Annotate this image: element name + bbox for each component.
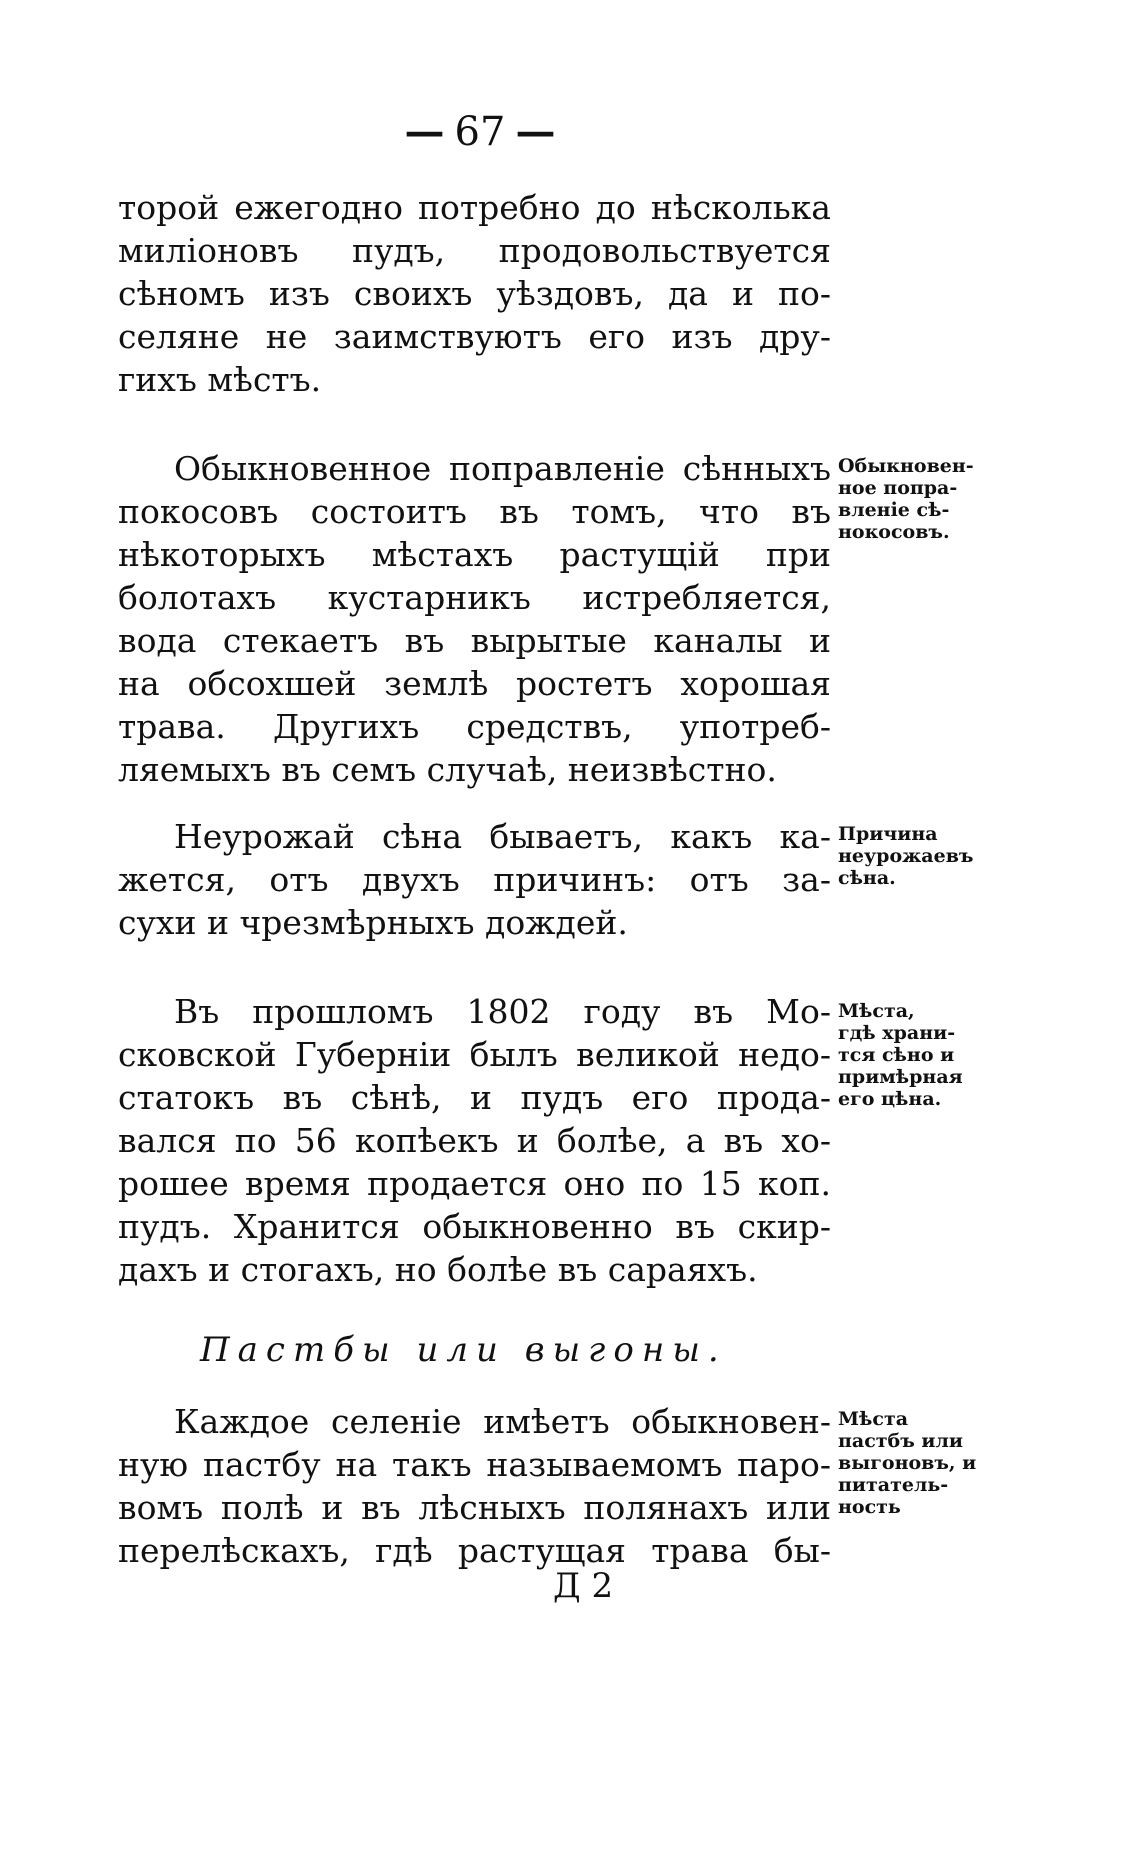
- margin-note-4: [838, 1408, 1003, 1518]
- paragraph-line: трава. Другихъ средствъ, употреб-: [118, 707, 831, 746]
- paragraph-line: Каждое селеніе имѣетъ обыкновен-: [174, 1402, 831, 1441]
- margin-note-line: Мѣста,: [838, 1000, 915, 1022]
- margin-note-line: ное попра-: [838, 477, 958, 499]
- header-dash-left: —: [404, 108, 445, 155]
- margin-note-line: тся сѣно и: [838, 1044, 955, 1066]
- paragraph-line: миліоновъ пудъ, продовольствуется: [118, 231, 831, 270]
- margin-note-1: [838, 455, 1003, 543]
- paragraph-2: [118, 447, 831, 791]
- margin-note-line: его цѣна.: [838, 1088, 942, 1110]
- paragraph-1: [118, 186, 831, 401]
- margin-note-line: сѣна.: [838, 867, 896, 889]
- margin-note-line: Мѣста: [838, 1408, 909, 1430]
- header-dash-right: —: [515, 108, 556, 155]
- paragraph-line: рошее время продается оно по 15 коп.: [118, 1164, 831, 1203]
- paragraph-line: гихъ мѣстъ.: [118, 360, 322, 399]
- margin-note-line: неурожаевъ: [838, 845, 974, 867]
- page-header: [360, 108, 600, 155]
- paragraph-line: сѣномъ изъ своихъ уѣздовъ, да и по-: [118, 274, 831, 313]
- paragraph-line: нѣкоторыхъ мѣстахъ растущій при: [118, 535, 831, 574]
- paragraph-line: покосовъ состоитъ въ томъ, что въ: [118, 492, 831, 531]
- margin-note-line: Причина: [838, 823, 938, 845]
- paragraph-line: торой ежегодно потребно до нѣсколька: [118, 188, 831, 227]
- margin-note-line: примѣрная: [838, 1066, 963, 1088]
- paragraph-line: болотахъ кустарникъ истребляется,: [118, 578, 831, 617]
- paragraph-line: дахъ и стогахъ, но болѣе въ сараяхъ.: [118, 1250, 758, 1289]
- margin-note-2: [838, 823, 1003, 889]
- margin-note-line: гдѣ храни-: [838, 1022, 956, 1044]
- page-number: 67: [454, 108, 506, 155]
- paragraph-line: вался по 56 копѣекъ и болѣе, а въ хо-: [118, 1121, 831, 1160]
- paragraph-line: статокъ въ сѣнѣ, и пудъ его прода-: [118, 1078, 831, 1117]
- margin-note-line: питатель-: [838, 1474, 949, 1496]
- section-heading: Пастбы или выгоны.: [200, 1330, 727, 1370]
- paragraph-line: вомъ полѣ и въ лѣсныхъ полянахъ или: [118, 1488, 831, 1527]
- paragraph-3: [118, 815, 831, 944]
- margin-note-line: ность: [838, 1496, 901, 1518]
- paragraph-line: пудъ. Хранится обыкновенно въ скир-: [118, 1207, 831, 1246]
- signature-mark: Д 2: [553, 1566, 614, 1606]
- paragraph-5: [118, 1400, 831, 1572]
- paragraph-line: ляемыхъ въ семъ случаѣ, неизвѣстно.: [118, 750, 777, 789]
- margin-note-line: Обыкновен-: [838, 455, 974, 477]
- margin-note-line: нокосовъ.: [838, 521, 950, 543]
- paragraph-4: [118, 990, 831, 1291]
- margin-note-line: выгоновъ, и: [838, 1452, 977, 1474]
- paragraph-line: жется, отъ двухъ причинъ: отъ за-: [118, 860, 831, 899]
- paragraph-line: перелѣскахъ, гдѣ растущая трава бы-: [118, 1531, 831, 1570]
- paragraph-line: на обсохшей землѣ ростетъ хорошая: [118, 664, 831, 703]
- paragraph-line: вода стекаетъ въ вырытые каналы и: [118, 621, 831, 660]
- paragraph-line: Въ прошломъ 1802 году въ Мо-: [174, 992, 831, 1031]
- paragraph-line: Неурожай сѣна бываетъ, какъ ка-: [174, 817, 831, 856]
- paragraph-line: Обыкновенное поправленіе сѣнныхъ: [174, 449, 831, 488]
- paragraph-line: сковской Губерніи былъ великой недо-: [118, 1035, 831, 1074]
- paragraph-line: селяне не заимствуютъ его изъ дру-: [118, 317, 831, 356]
- margin-note-line: пастбъ или: [838, 1430, 964, 1452]
- paragraph-line: ную пастбу на такъ называемомъ паро-: [118, 1445, 831, 1484]
- margin-note-3: [838, 1000, 1003, 1110]
- margin-note-line: вленіе сѣ-: [838, 499, 950, 521]
- paragraph-line: сухи и чрезмѣрныхъ дождей.: [118, 903, 628, 942]
